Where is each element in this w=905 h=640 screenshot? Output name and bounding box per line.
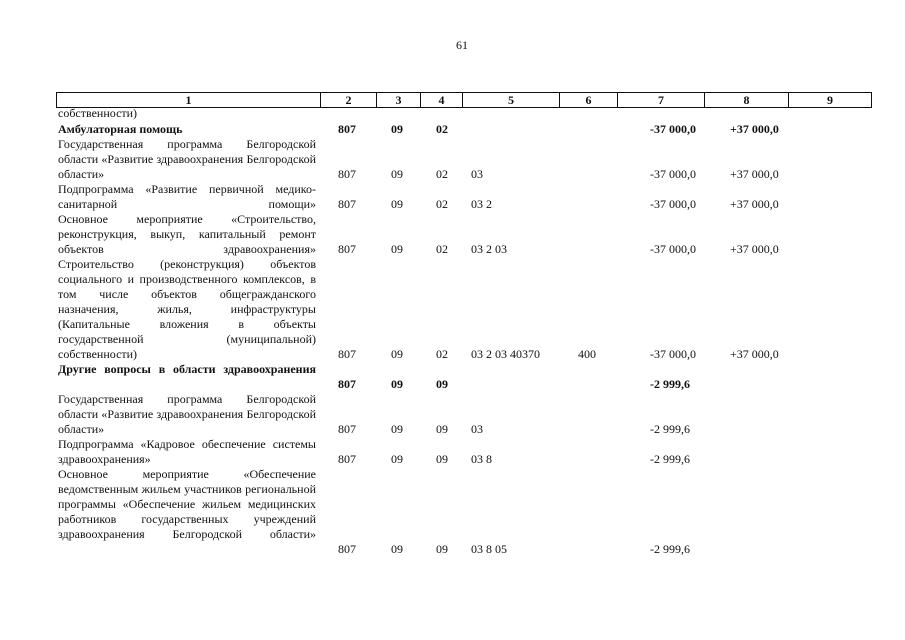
- cell-col-4: 09: [436, 542, 448, 556]
- cell-col-4: 02: [436, 242, 448, 256]
- cell-col-8: +37 000,0: [730, 347, 779, 361]
- cell-col-4: 09: [436, 452, 448, 466]
- header-col-7: 7: [618, 93, 705, 107]
- cell-col-2: 807: [338, 197, 356, 211]
- cell-col-4: 02: [436, 122, 448, 136]
- row-text: Государственная программа Белгородской области «Развитие здравоохранения Белгородской области»: [58, 392, 316, 436]
- cell-col-5: 03 8: [471, 452, 492, 466]
- cell-col-4: 02: [436, 167, 448, 181]
- cell-col-8: +37 000,0: [730, 167, 779, 181]
- cell-col-7: -37 000,0: [650, 242, 696, 256]
- cell-col-2: 807: [338, 377, 356, 391]
- cell-col-3: 09: [391, 542, 403, 556]
- cell-col-3: 09: [391, 167, 403, 181]
- cell-col-8: +37 000,0: [730, 242, 779, 256]
- cell-col-4: 09: [436, 377, 448, 391]
- cell-col-8: +37 000,0: [730, 122, 779, 136]
- cell-col-7: -37 000,0: [650, 347, 696, 361]
- cell-col-7: -37 000,0: [650, 197, 696, 211]
- header-col-4: 4: [421, 93, 463, 107]
- cell-col-3: 09: [391, 422, 403, 436]
- cell-col-2: 807: [338, 122, 356, 136]
- cell-col-5: 03: [471, 422, 483, 436]
- cell-col-7: -2 999,6: [650, 422, 690, 436]
- cell-col-2: 807: [338, 452, 356, 466]
- row-text: Амбулаторная помощь: [58, 122, 183, 136]
- row-text: Государственная программа Белгородской области «Развитие здравоохранения Белгородской области»: [58, 137, 316, 181]
- cell-col-4: 02: [436, 347, 448, 361]
- header-col-1: 1: [57, 93, 321, 107]
- cell-col-2: 807: [338, 242, 356, 256]
- row-text: Другие вопросы в области здравоохранения: [58, 362, 316, 376]
- cell-col-7: -37 000,0: [650, 122, 696, 136]
- cell-col-7: -37 000,0: [650, 167, 696, 181]
- cell-col-3: 09: [391, 377, 403, 391]
- cell-col-3: 09: [391, 452, 403, 466]
- header-col-2: 2: [321, 93, 377, 107]
- header-col-5: 5: [463, 93, 560, 107]
- page-number: 61: [456, 38, 468, 52]
- row-text: Основное мероприятие «Строительство, реконструкция, выкуп, капитальный ремонт объектов здравоохранения»: [58, 212, 316, 256]
- row-text: Подпрограмма «Развитие первичной медико-санитарной помощи»: [58, 182, 316, 211]
- cell-col-4: 09: [436, 422, 448, 436]
- row-text: Строительство (реконструкция) объектов социального и производственного комплексов, в том числе объектов общегражданского назначения, жилья, инфраструктуры (Капитальные вложения в объекты государственной (муниципальной) собственности): [58, 257, 316, 361]
- cell-col-5: 03 8 05: [471, 542, 507, 556]
- cell-col-6: 400: [578, 347, 596, 361]
- cell-col-7: -2 999,6: [650, 377, 690, 391]
- cell-col-2: 807: [338, 542, 356, 556]
- cell-col-4: 02: [436, 197, 448, 211]
- header-col-3: 3: [377, 93, 421, 107]
- cell-col-3: 09: [391, 347, 403, 361]
- cell-col-3: 09: [391, 197, 403, 211]
- cell-col-2: 807: [338, 167, 356, 181]
- header-col-6: 6: [560, 93, 618, 107]
- row-text: Основное мероприятие «Обеспечение ведомственным жильем участников региональной программы «Обеспечение жильем медицинских работников государственных учреждений здравоохранения Белгородской области»: [58, 467, 316, 541]
- cell-col-7: -2 999,6: [650, 452, 690, 466]
- cell-col-3: 09: [391, 122, 403, 136]
- row-text: Подпрограмма «Кадровое обеспечение системы здравоохранения»: [58, 437, 316, 466]
- row-text: собственности): [58, 106, 138, 120]
- header-col-9: 9: [827, 93, 833, 107]
- cell-col-5: 03: [471, 167, 483, 181]
- header-col-8: 8: [705, 93, 789, 107]
- cell-col-8: +37 000,0: [730, 197, 779, 211]
- cell-col-3: 09: [391, 242, 403, 256]
- cell-col-5: 03 2 03 40370: [471, 347, 540, 361]
- cell-col-5: 03 2 03: [471, 242, 507, 256]
- cell-col-7: -2 999,6: [650, 542, 690, 556]
- cell-col-2: 807: [338, 422, 356, 436]
- cell-col-2: 807: [338, 347, 356, 361]
- cell-col-5: 03 2: [471, 197, 492, 211]
